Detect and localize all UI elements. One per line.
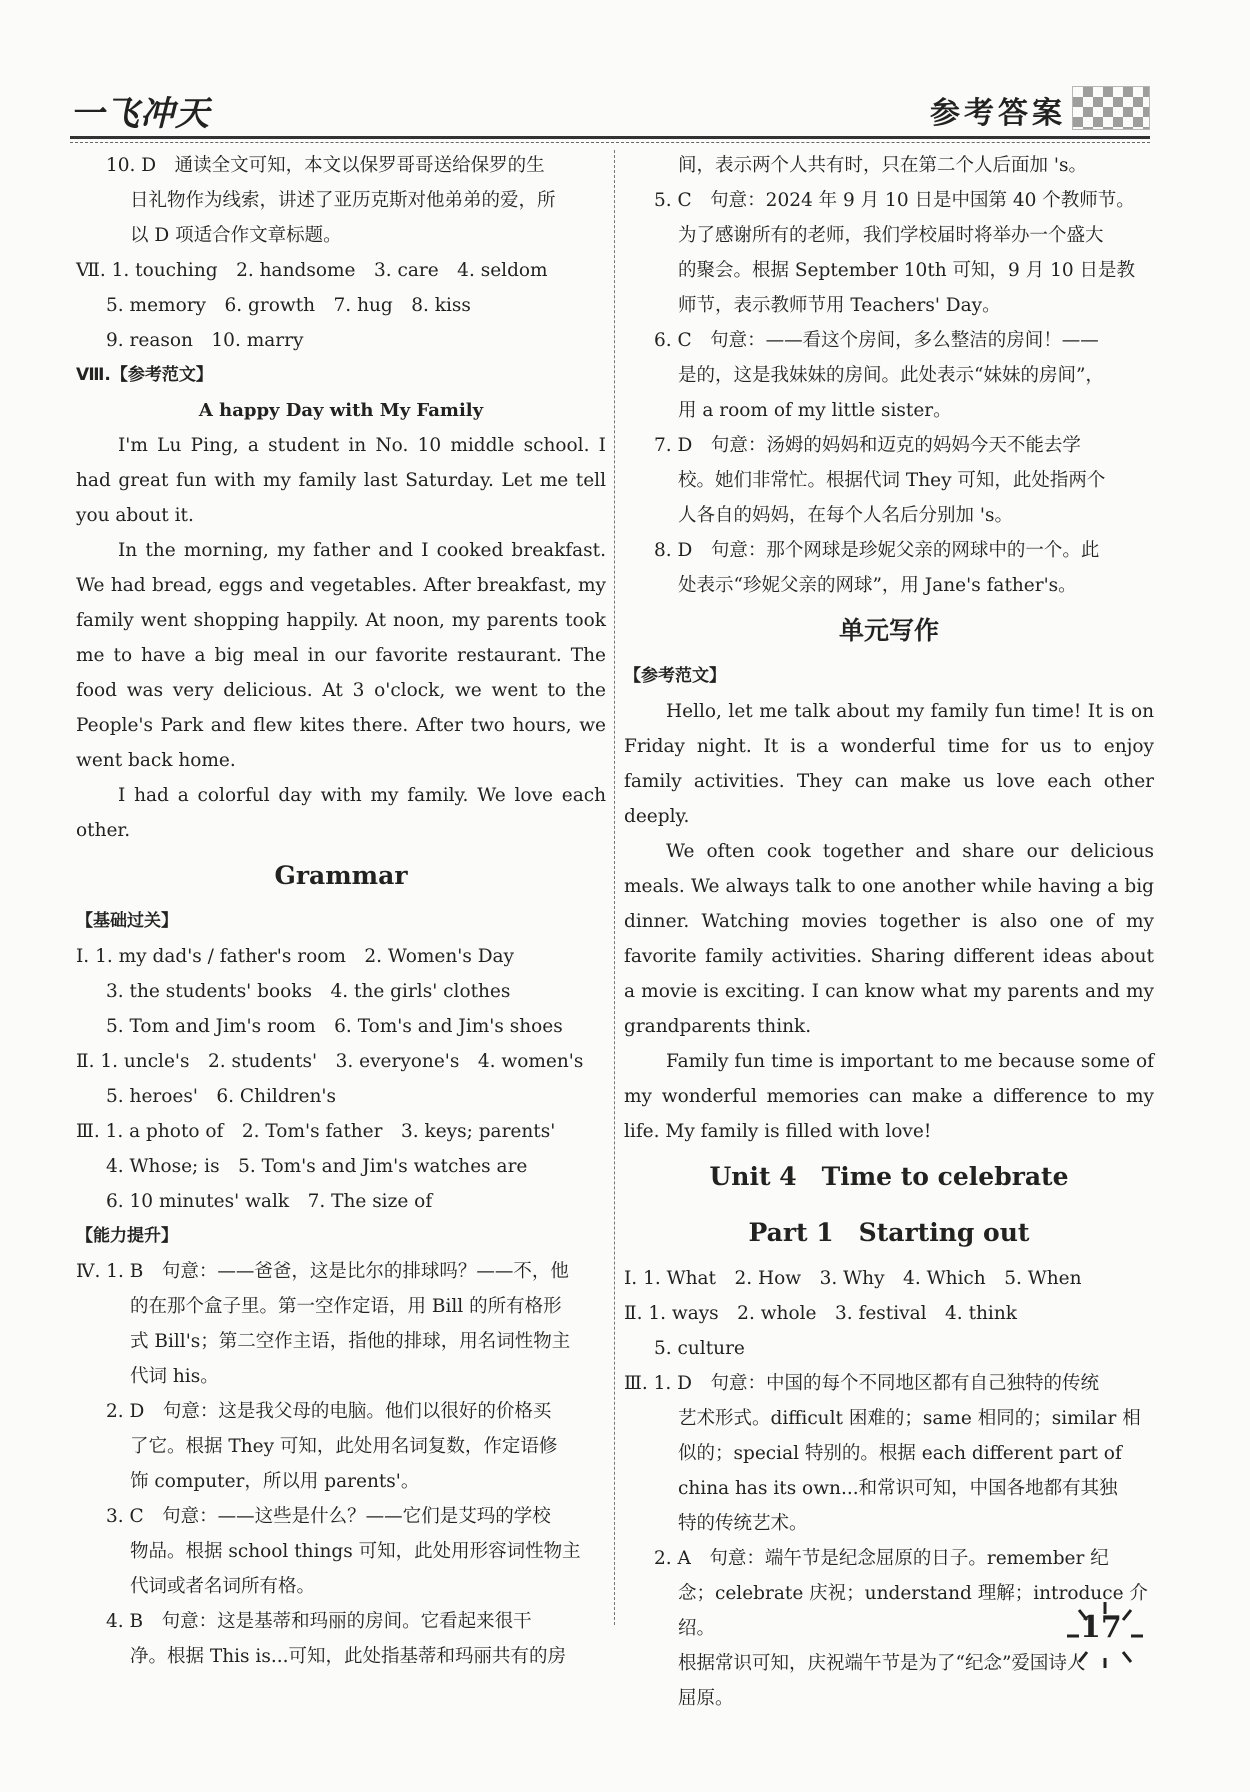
- right-line: 特的传统艺术。: [678, 1513, 808, 1534]
- right-line: Family fun time is important to me because some of my wonderful memories can make a difference to my life. My family is filled with love!: [624, 1051, 1154, 1142]
- left-line: 5. memory 6. growth 7. hug 8. kiss: [106, 295, 471, 316]
- left-line: 以 D 项适合作文章标题。: [130, 225, 342, 246]
- page-number: 17: [1080, 1610, 1122, 1645]
- left-column: [76, 148, 606, 1674]
- right-line: 【参考范文】: [624, 666, 726, 686]
- right-line: 单元写作: [838, 616, 939, 645]
- left-line: 式 Bill's；第二空作主语，指他的排球，用名词性物主: [130, 1331, 571, 1352]
- left-line: 9. reason 10. marry: [106, 330, 304, 351]
- right-line: 用 a room of my little sister。: [678, 400, 952, 421]
- right-line: Ⅲ. 1. D 句意：中国的每个不同地区都有自己独特的传统: [624, 1373, 1099, 1394]
- right-column: [624, 148, 1154, 1716]
- right-line: 间，表示两个人共有时，只在第二个人后面加 's。: [678, 155, 1087, 176]
- left-line: 物品。根据 school things 可知，此处用形容词性物主: [130, 1541, 581, 1562]
- left-line: 日礼物作为线索，讲述了亚历克斯对他弟弟的爱，所: [130, 190, 556, 211]
- right-line: china has its own...和常识可知，中国各地都有其独: [678, 1478, 1118, 1499]
- left-line: Ⅷ.【参考范文】: [76, 365, 213, 385]
- right-line: Part 1 Starting out: [748, 1218, 1030, 1247]
- left-line: Ⅳ. 1. B 句意：——爸爸，这是比尔的排球吗？——不，他: [76, 1261, 569, 1282]
- left-line: 5. Tom and Jim's room 6. Tom's and Jim's shoes: [106, 1016, 563, 1037]
- left-line: 代词或者名词所有格。: [130, 1576, 316, 1597]
- left-line: 5. heroes' 6. Children's: [106, 1086, 336, 1107]
- header-rule-dashed: [70, 142, 1150, 143]
- left-line: 2. D 句意：这是我父母的电脑。他们以很好的价格买: [106, 1401, 552, 1422]
- brand-logo: 一飞冲天: [70, 94, 210, 134]
- left-line: Ⅶ. 1. touching 2. handsome 3. care 4. seldom: [76, 260, 548, 281]
- left-line: 饰 computer，所以用 parents'。: [130, 1471, 420, 1492]
- left-line: 3. the students' books 4. the girls' clothes: [106, 981, 511, 1002]
- right-line: Ⅱ. 1. ways 2. whole 3. festival 4. think: [624, 1303, 1017, 1324]
- left-line: 4. Whose; is 5. Tom's and Jim's watches are: [106, 1156, 528, 1177]
- right-line: 似的；special 特别的。根据 each different part of: [678, 1443, 1122, 1464]
- left-line: In the morning, my father and I cooked breakfast. We had bread, eggs and vegetables. After breakfast, my family went shopping happily. At noon, my parents took me to have a big meal in our favorite restaurant. The food was very delicious. At 3 o'clock, we went to the People's Park and flew kites there. After two hours, we went back home.: [76, 540, 606, 771]
- right-line: 的聚会。根据 September 10th 可知，9 月 10 日是教: [678, 260, 1136, 281]
- left-line: 净。根据 This is...可知，此处指基蒂和玛丽共有的房: [130, 1646, 566, 1667]
- right-line: Unit 4 Time to celebrate: [709, 1162, 1069, 1191]
- right-line: 根据常识可知，庆祝端午节是为了“纪念”爱国诗人: [678, 1653, 1086, 1674]
- left-line: 【基础过关】: [76, 911, 178, 931]
- right-line: 是的，这是我妹妹的房间。此处表示“妹妹的房间”，: [678, 365, 1104, 386]
- header-rule: [70, 136, 1150, 139]
- right-line: 艺术形式。difficult 困难的；same 相同的；similar 相: [678, 1408, 1141, 1429]
- left-line: I'm Lu Ping, a student in No. 10 middle school. I had great fun with my family last Saturday. Let me tell you about it.: [76, 435, 606, 526]
- right-line: 处表示“珍妮父亲的网球”，用 Jane's father's。: [678, 575, 1077, 596]
- right-line: 7. D 句意：汤姆的妈妈和迈克的妈妈今天不能去学: [654, 435, 1081, 456]
- right-line: 5. C 句意：2024 年 9 月 10 日是中国第 40 个教师节。: [654, 190, 1135, 211]
- right-line: 师节，表示教师节用 Teachers' Day。: [678, 295, 1001, 316]
- left-line: 4. B 句意：这是基蒂和玛丽的房间。它看起来很干: [106, 1611, 532, 1632]
- left-line: Ⅲ. 1. a photo of 2. Tom's father 3. keys; parents': [76, 1121, 556, 1142]
- left-line: 10. D 通读全文可知，本文以保罗哥哥送给保罗的生: [106, 155, 545, 176]
- right-line: Hello, let me talk about my family fun time! It is on Friday night. It is a wonderful time for us to enjoy family activities. They can make us love each other deeply.: [624, 701, 1154, 827]
- right-line: 屈原。: [678, 1688, 734, 1709]
- left-line: Grammar: [274, 861, 408, 890]
- right-line: 念；celebrate 庆祝；understand 理解；introduce 介绍。: [678, 1583, 1148, 1639]
- header-title: 参考答案: [930, 96, 1066, 131]
- right-line: 校。她们非常忙。根据代词 They 可知，此处指两个: [678, 470, 1106, 491]
- left-line: 6. 10 minutes' walk 7. The size of: [106, 1191, 433, 1212]
- right-line: 8. D 句意：那个网球是珍妮父亲的网球中的一个。此: [654, 540, 1100, 561]
- left-line: 了它。根据 They 可知，此处用名词复数，作定语修: [130, 1436, 558, 1457]
- left-line: I had a colorful day with my family. We love each other.: [76, 785, 606, 841]
- right-line: 5. culture: [654, 1338, 745, 1359]
- left-line: Ⅰ. 1. my dad's / father's room 2. Women's Day: [76, 946, 515, 967]
- left-line: 代词 his。: [130, 1366, 219, 1387]
- right-line: 人各自的妈妈，在每个人名后分别加 's。: [678, 505, 1013, 526]
- right-line: 为了感谢所有的老师，我们学校届时将举办一个盛大: [678, 225, 1104, 246]
- right-line: Ⅰ. 1. What 2. How 3. Why 4. Which 5. When: [624, 1268, 1082, 1289]
- column-divider: [614, 150, 615, 1625]
- left-line: 3. C 句意：——这些是什么？——它们是艾玛的学校: [106, 1506, 551, 1527]
- page-header: [70, 80, 1150, 140]
- right-line: 2. A 句意：端午节是纪念屈原的日子。remember 纪: [654, 1548, 1109, 1569]
- left-line: 【能力提升】: [76, 1226, 178, 1246]
- left-line: Ⅱ. 1. uncle's 2. students' 3. everyone's 4. women's: [76, 1051, 584, 1072]
- right-line: 6. C 句意：——看这个房间，多么整洁的房间！——: [654, 330, 1099, 351]
- right-line: We often cook together and share our delicious meals. We always talk to one another while having a big dinner. Watching movies together is also one of my favorite family activities. Sharing different ideas about a movie is exciting. I can know what my parents and my grandparents think.: [624, 841, 1154, 1037]
- left-line: A happy Day with My Family: [198, 400, 484, 421]
- checker-decoration: [1072, 86, 1150, 130]
- left-line: 的在那个盒子里。第一空作定语，用 Bill 的所有格形: [130, 1296, 562, 1317]
